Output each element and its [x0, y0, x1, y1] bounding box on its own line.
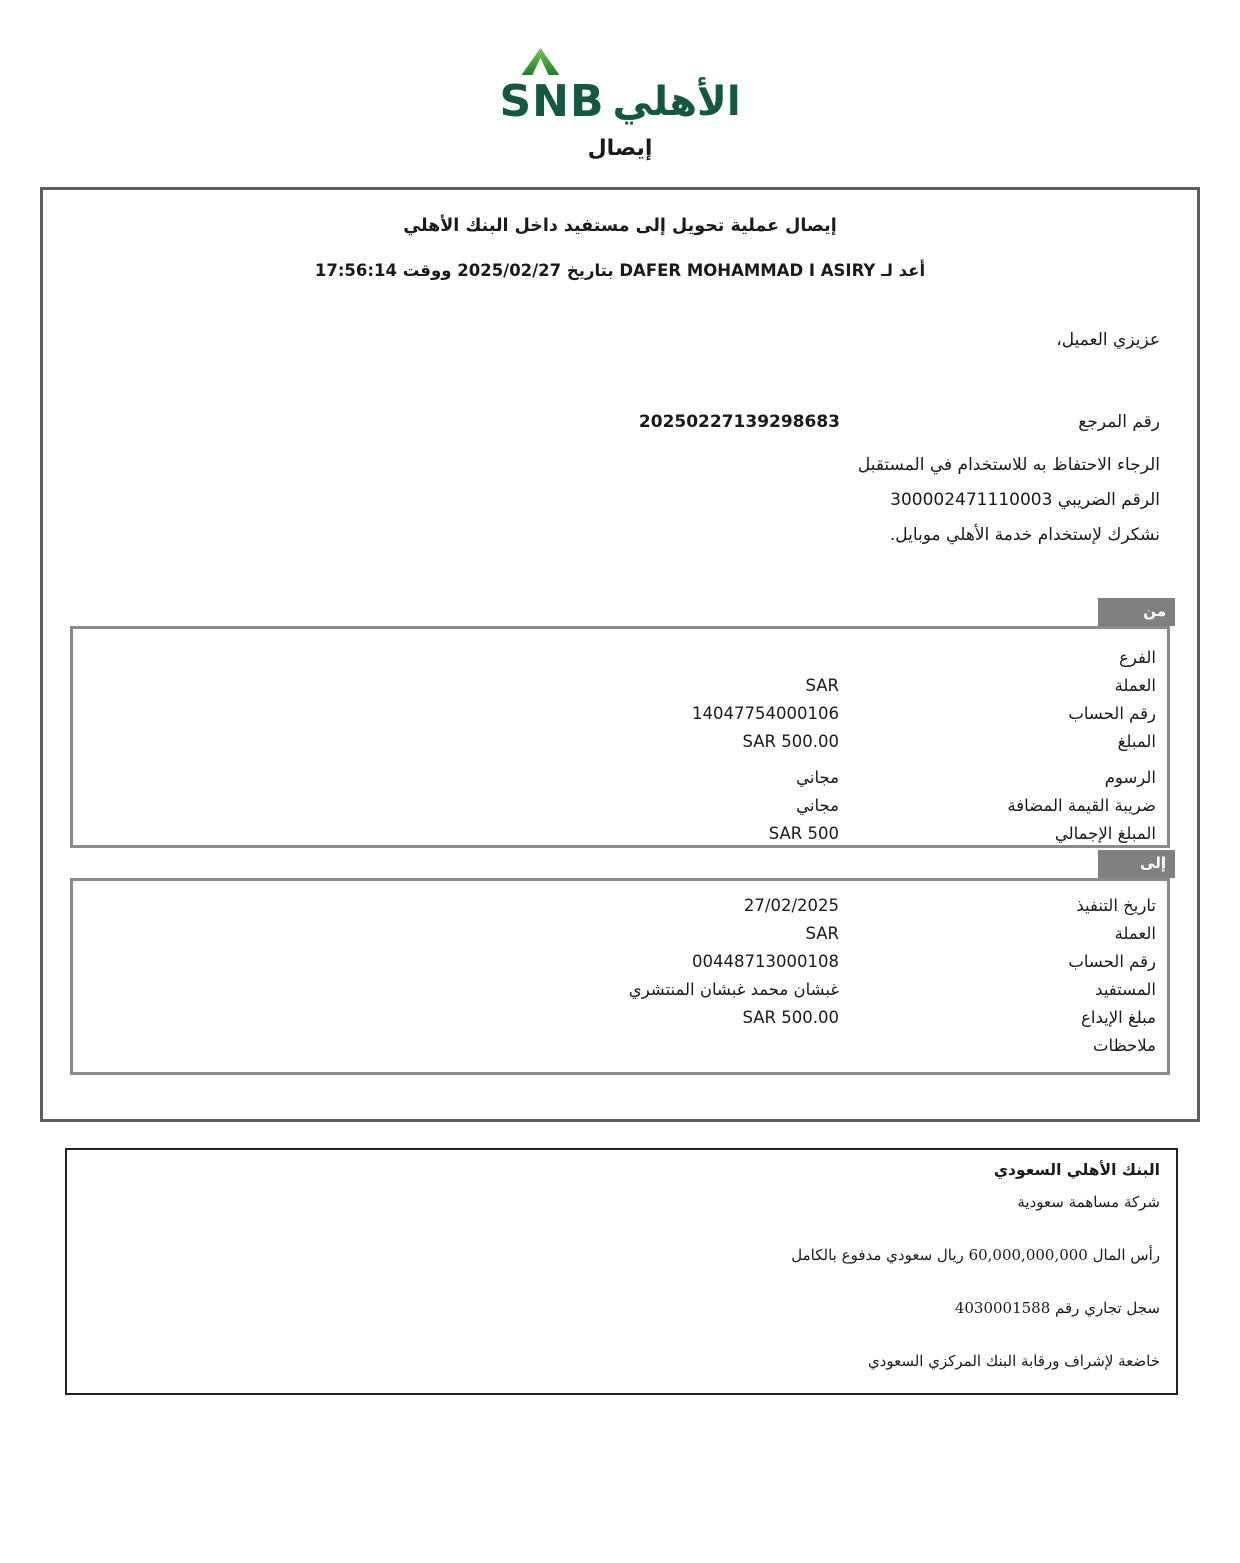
- table-row: [73, 700, 1167, 728]
- bank-name: البنك الأهلي السعودي: [993, 1161, 1160, 1179]
- row-value: غبشان محمد غبشان المنتشري: [628, 980, 839, 999]
- reference-value: 20250227139298683: [638, 412, 840, 432]
- logo-arabic-text: الأهلي: [612, 79, 741, 125]
- bank-logo-inner: [499, 48, 740, 126]
- page-title: إيصال: [587, 136, 653, 161]
- table-row: [73, 1032, 1167, 1060]
- table-row: [73, 644, 1167, 672]
- from-section-tab: من: [1098, 598, 1175, 626]
- row-value: [73, 644, 839, 672]
- row-value: 27/02/2025: [743, 896, 839, 915]
- row-label: رقم الحساب: [1068, 704, 1156, 723]
- thanks-text: نشكرك لإستخدام خدمة الأهلي موبايل.: [889, 525, 1160, 545]
- table-row: [73, 920, 1167, 948]
- bank-logo: [0, 48, 1240, 126]
- keep-note-text: الرجاء الاحتفاظ به للاستخدام في المستقبل: [857, 455, 1160, 475]
- table-row: [73, 1004, 1167, 1032]
- row-label: الفرع: [1119, 648, 1156, 667]
- row-label: ضريبة القيمة المضافة: [1007, 796, 1156, 815]
- reference-row: [43, 412, 1197, 432]
- row-label: العملة: [1114, 676, 1156, 695]
- bank-commercial-register: سجل تجاري رقم 4030001588: [954, 1299, 1160, 1317]
- row-value: SAR: [805, 924, 839, 943]
- row-value: 500.00 SAR: [742, 1008, 839, 1027]
- row-label: العملة: [1114, 924, 1156, 943]
- row-value: 14047754000106: [692, 704, 839, 723]
- row-value: SAR: [805, 676, 839, 695]
- table-row: [73, 728, 1167, 756]
- row-value: مجاني: [796, 768, 839, 787]
- logo-latin-text: SNB: [499, 76, 605, 127]
- notes-block: [43, 448, 1197, 553]
- row-value: [73, 1032, 839, 1060]
- greeting-text: عزيزي العميل،: [1056, 330, 1160, 350]
- bank-capital: رأس المال 60,000,000,000 ريال سعودي مدفوع بالكامل: [791, 1246, 1160, 1264]
- row-label: الرسوم: [1104, 768, 1156, 787]
- row-value: مجاني: [796, 796, 839, 815]
- receipt-box: [40, 187, 1200, 1122]
- row-label: المستفيد: [1095, 980, 1156, 999]
- from-section-box: [70, 626, 1170, 848]
- table-row: [73, 764, 1167, 792]
- snb-chevron-icon: [521, 48, 559, 75]
- table-row: [73, 976, 1167, 1004]
- table-row: [73, 820, 1167, 848]
- reference-label: رقم المرجع: [1078, 412, 1160, 432]
- table-row: [73, 792, 1167, 820]
- bank-supervision-note: خاضعة لإشراف ورقابة البنك المركزي السعودي: [867, 1352, 1160, 1370]
- row-label: المبلغ الإجمالي: [1054, 824, 1156, 843]
- tax-number-text: الرقم الضريبي 300002471110003: [890, 490, 1160, 510]
- table-row: [73, 672, 1167, 700]
- row-value: 00448713000108: [692, 952, 839, 971]
- to-section-box: [70, 878, 1170, 1075]
- row-label: رقم الحساب: [1068, 952, 1156, 971]
- table-row: [73, 892, 1167, 920]
- table-row: [73, 948, 1167, 976]
- receipt-subtitle: أعد لـ DAFER MOHAMMAD I ASIRY بتاريخ 2025/02/27 ووقت 17:56:14: [314, 261, 926, 280]
- row-label: المبلغ: [1117, 732, 1156, 751]
- row-value: 500.00 SAR: [742, 732, 839, 751]
- bank-info-box: [65, 1148, 1178, 1395]
- row-label: تاريخ التنفيذ: [1076, 896, 1156, 915]
- row-label: مبلغ الإيداع: [1081, 1008, 1156, 1027]
- receipt-title: إيصال عملية تحويل إلى مستفيد داخل البنك الأهلي: [403, 216, 837, 236]
- row-value: 500 SAR: [768, 824, 839, 843]
- bank-company-type: شركة مساهمة سعودية: [1017, 1193, 1160, 1211]
- row-label: ملاحظات: [1093, 1036, 1156, 1055]
- to-section-tab: إلى: [1098, 850, 1175, 878]
